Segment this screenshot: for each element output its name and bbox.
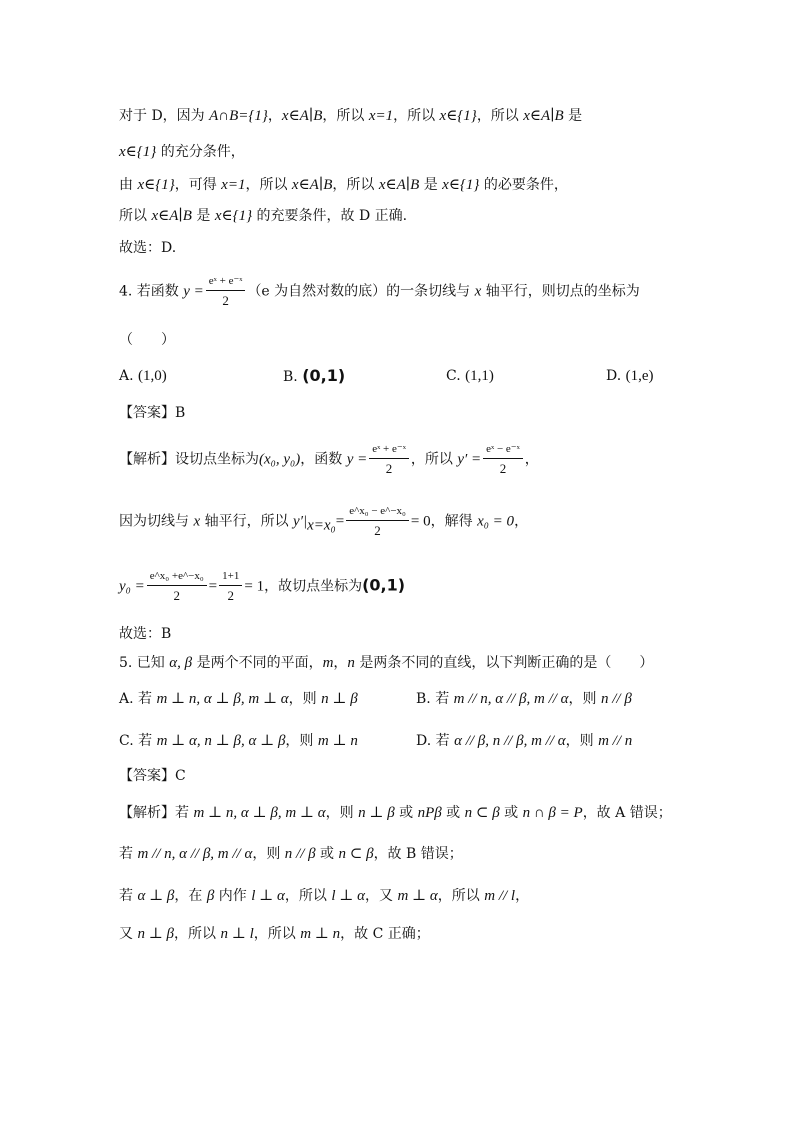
math: n ⊂ β <box>464 805 500 821</box>
option-label: A. 若 <box>119 691 157 707</box>
math: y = <box>346 451 368 468</box>
math: = <box>208 578 218 595</box>
text: 对于 D，因为 <box>119 108 210 124</box>
math: m ⊥ n, α ⊥ β, m ⊥ α <box>156 691 289 707</box>
math: y′| <box>293 513 308 530</box>
text: ，所以 <box>393 108 440 124</box>
math: n ⊂ β <box>338 846 374 862</box>
text: 5. 已知 <box>119 655 170 671</box>
text: ，所以 <box>332 177 379 193</box>
fraction <box>346 504 409 539</box>
text: ，所以 <box>476 108 524 124</box>
math: y = <box>183 283 204 300</box>
math: nPβ <box>417 805 442 821</box>
option-label: A. <box>119 368 134 384</box>
math: (1,0) <box>138 368 167 384</box>
math: (0,1) <box>302 366 346 385</box>
option-a <box>119 366 167 386</box>
text: ， <box>514 513 529 530</box>
denominator: 2 <box>173 588 180 603</box>
subscript: x=x₀ <box>307 517 336 534</box>
math: l ⊥ α <box>331 888 366 904</box>
choice-line: 故选：D. <box>119 240 177 256</box>
text: （e 为自然对数的底）的一条切线与 <box>247 283 475 300</box>
numerator: eˣ + e⁻ˣ <box>206 274 246 291</box>
text: 是 <box>191 208 215 224</box>
option-label: B. 若 <box>416 691 454 707</box>
math: x <box>193 513 201 530</box>
text: 的充要条件，故 D 正确. <box>252 208 408 224</box>
text: ，故 B 错误； <box>373 846 463 862</box>
text: ，则 <box>285 733 318 749</box>
denominator: 2 <box>499 461 507 476</box>
text: ， <box>267 108 282 124</box>
option-c <box>446 366 494 386</box>
option-d <box>606 366 654 386</box>
text: 内作 <box>214 888 252 904</box>
math: β <box>206 888 215 904</box>
math: x∈A∣B <box>291 177 333 193</box>
text: 若 <box>119 888 138 904</box>
math: (x₀, y₀) <box>259 451 301 468</box>
text: ，则 <box>288 691 322 707</box>
math: n ⊥ l <box>220 926 254 942</box>
math: m ⊥ α, n ⊥ β, α ⊥ β <box>156 733 286 749</box>
text: 或 <box>315 846 339 862</box>
text: ，又 <box>365 888 398 904</box>
text: 轴平行，所以 <box>200 513 294 530</box>
analysis-5-line-4 <box>119 924 430 944</box>
math: n ⊥ β <box>137 926 175 942</box>
math: m // n <box>598 733 633 749</box>
text: 或 <box>499 805 523 821</box>
fraction <box>369 442 409 477</box>
text: ， <box>515 888 530 904</box>
text: ，则 <box>568 691 601 707</box>
text: 又 <box>119 926 138 942</box>
math: x∈{1} <box>439 108 477 124</box>
math: m // n, α // β, m // α <box>137 846 253 862</box>
math: (0,1) <box>362 575 406 595</box>
text: ，解得 <box>430 513 478 530</box>
math: = 1 <box>244 578 265 595</box>
text: ，所以 <box>174 926 221 942</box>
text: 【解析】若 <box>119 805 194 821</box>
math: x∈A∣B <box>523 108 564 124</box>
text: 轴平行，则切点的坐标为 <box>481 283 640 300</box>
solution-line-2 <box>119 142 245 162</box>
math: (1,1) <box>465 368 494 384</box>
math: A∩B={1} <box>209 108 268 124</box>
question-5 <box>119 653 653 673</box>
math: x∈{1} <box>119 144 157 160</box>
math: = <box>335 513 345 530</box>
option-label: C. 若 <box>119 733 157 749</box>
text: 或 <box>441 805 465 821</box>
analysis-5-line-1 <box>119 803 672 823</box>
choice-line-4: 故选：B <box>119 626 172 642</box>
text: 的必要条件， <box>479 177 568 193</box>
fraction <box>219 569 242 604</box>
text: ，所以 <box>253 926 301 942</box>
text: ，故 C 正确； <box>340 926 430 942</box>
solution-line-3 <box>119 175 568 195</box>
math: y₀ = <box>119 578 145 595</box>
math: n // β <box>284 846 316 862</box>
math: (1,e) <box>625 368 654 384</box>
option-c <box>119 731 358 751</box>
math: = 0 <box>410 513 431 530</box>
text: 或 <box>394 805 418 821</box>
numerator: eˣ − e⁻ˣ <box>483 442 523 459</box>
option-b <box>283 366 345 387</box>
text: 4. 若函数 <box>119 283 184 300</box>
text: ，故切点坐标为 <box>264 578 363 595</box>
text: ，则 <box>252 846 285 862</box>
option-a <box>119 689 358 709</box>
math: m ⊥ n <box>300 926 341 942</box>
option-label: C. <box>446 368 461 384</box>
text: 所以 <box>119 208 152 224</box>
math: x∈A∣B <box>378 177 420 193</box>
text: ，所以 <box>284 888 332 904</box>
text: ，所以 <box>245 177 292 193</box>
analysis-4-line-1 <box>119 442 539 477</box>
text: 由 <box>119 177 138 193</box>
math: α, β <box>169 655 193 671</box>
text: ，则 <box>565 733 599 749</box>
analysis-4-line-3 <box>119 569 405 604</box>
denominator: 2 <box>227 588 234 603</box>
text: ，则 <box>325 805 359 821</box>
question-4 <box>119 274 640 309</box>
math: x∈A∣B <box>151 208 192 224</box>
math: x∈{1} <box>137 177 175 193</box>
text: 是两个不同的平面， <box>192 655 323 671</box>
math: α ⊥ β <box>137 888 175 904</box>
text: ，所以 <box>410 451 458 468</box>
denominator: 2 <box>385 461 393 476</box>
math: n ∩ β = P <box>522 805 583 821</box>
text: 因为切线与 <box>119 513 194 530</box>
text: 是 <box>419 177 443 193</box>
math: m ⊥ n <box>317 733 358 749</box>
text: ， <box>333 655 348 671</box>
numerator: e^x₀ +e^−x₀ <box>147 569 207 586</box>
denominator: 2 <box>222 293 229 308</box>
option-label: D. 若 <box>416 733 455 749</box>
text: ，在 <box>174 888 207 904</box>
answer-5: 【答案】C <box>119 768 186 784</box>
math: x=1 <box>221 177 246 193</box>
math: m // n, α // β, m // α <box>453 691 569 707</box>
text: 是两条不同的直线，以下判断正确的是（ ） <box>354 655 654 671</box>
text: ，故 A 错误； <box>582 805 672 821</box>
math: α // β, n // β, m // α <box>454 733 566 749</box>
math: n // β <box>600 691 632 707</box>
text: ，所以 <box>322 108 369 124</box>
math: m <box>322 655 334 671</box>
question-4-paren: （ ） <box>119 332 175 348</box>
text: ， <box>524 451 539 468</box>
option-d <box>416 731 632 751</box>
fraction <box>147 569 207 604</box>
analysis-5-line-2 <box>119 844 463 864</box>
math: n ⊥ β <box>358 805 395 821</box>
option-b <box>416 689 632 709</box>
text: 是 <box>563 108 583 124</box>
text: ，函数 <box>300 451 347 468</box>
text: 的充分条件， <box>156 144 245 160</box>
math: n <box>347 655 355 671</box>
option-label: B. <box>283 369 298 385</box>
math: m ⊥ n, α ⊥ β, m ⊥ α <box>193 805 326 821</box>
option-label: D. <box>606 368 622 384</box>
solution-line-4 <box>119 206 407 226</box>
math: x₀ = 0 <box>477 513 515 530</box>
math: m ⊥ α <box>397 888 438 904</box>
math: x <box>474 283 482 300</box>
math: l ⊥ α <box>251 888 285 904</box>
analysis-4-line-2 <box>119 504 528 539</box>
numerator: 1+1 <box>219 569 242 586</box>
numerator: eˣ + e⁻ˣ <box>369 442 409 459</box>
math: x∈{1} <box>442 177 480 193</box>
text: ，可得 <box>174 177 222 193</box>
math: x∈{1} <box>214 208 253 224</box>
math: m // l <box>484 888 516 904</box>
math: y′ = <box>457 451 482 468</box>
math: n ⊥ β <box>321 691 358 707</box>
answer-4: 【答案】B <box>119 405 186 421</box>
solution-line-1 <box>119 106 582 126</box>
numerator: e^x₀ − e^−x₀ <box>346 504 409 521</box>
text: 若 <box>119 846 138 862</box>
analysis-5-line-3 <box>119 886 529 906</box>
fraction <box>483 442 523 477</box>
fraction <box>206 274 246 309</box>
denominator: 2 <box>374 523 381 538</box>
text: ，所以 <box>437 888 485 904</box>
math: x=1 <box>368 108 394 124</box>
math: x∈A∣B <box>281 108 323 124</box>
text: 【解析】设切点坐标为 <box>119 451 259 468</box>
